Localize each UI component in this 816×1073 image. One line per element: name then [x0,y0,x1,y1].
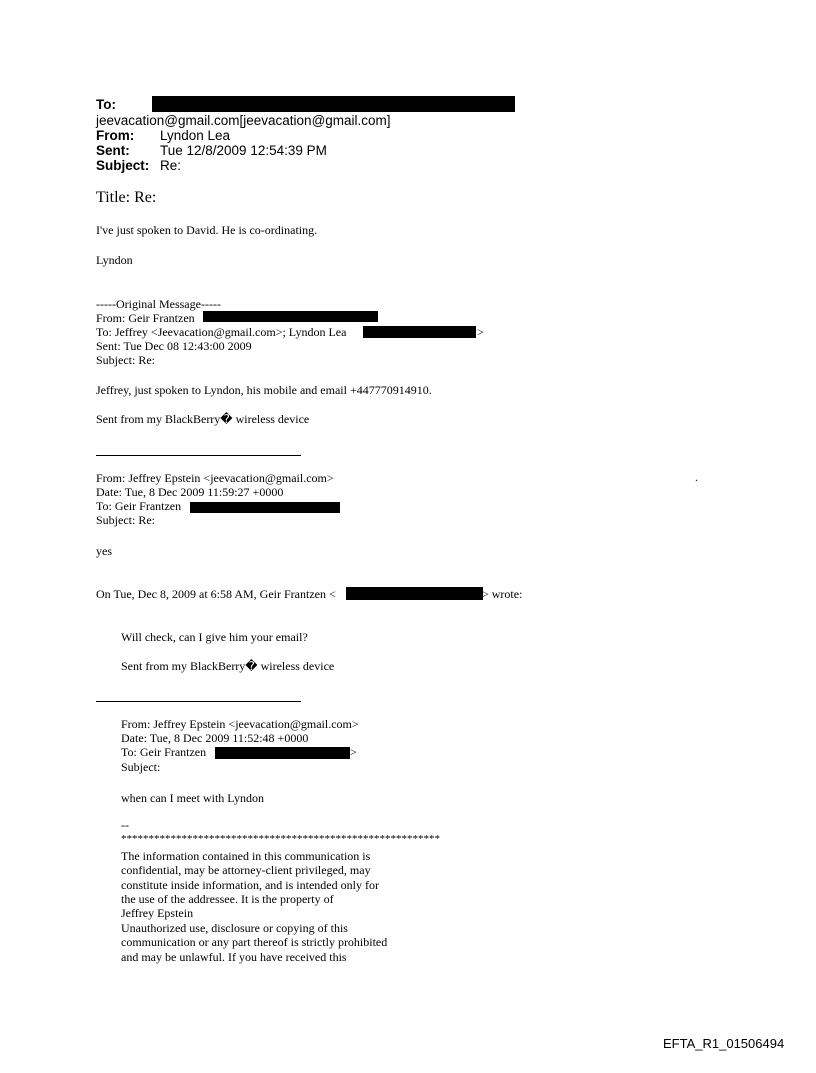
msg3-body: when can I meet with Lyndon [121,791,264,805]
msg3-subject: Subject: [121,760,161,774]
page-identifier: EFTA_R1_01506494 [663,1036,785,1051]
reply-line: I've just spoken to David. He is co-ordinating. [96,223,318,237]
original-from: From: Geir Frantzen [96,311,195,325]
msg2-to: To: Geir Frantzen [96,499,182,513]
redaction-bar [190,502,340,513]
quote1-footer: Sent from my BlackBerry� wireless device [121,659,335,673]
disclaimer-line: communication or any part thereof is strictly prohibited [121,935,388,949]
disclaimer-line: and may be unlawful. If you have received this [121,950,347,964]
msg3-to: To: Geir Frantzen [121,745,207,759]
original-message-marker: -----Original Message----- [96,297,221,311]
msg2-subject: Subject: Re: [96,513,155,527]
to-address: jeevacation@gmail.com[jeevacation@gmail.com] [96,113,391,128]
sent-label: Sent: [96,143,130,158]
original-subject: Subject: Re: [96,353,155,367]
disclaimer-line: constitute inside information, and is intended only for [121,878,379,892]
redaction-bar [363,326,476,338]
stars-line: ********************************************************** [121,833,440,845]
msg2-body: yes [96,544,112,558]
reply-signature: Lyndon [96,253,133,267]
quote1-body: Will check, can I give him your email? [121,630,308,644]
original-to-suffix: > [477,325,484,339]
quote1-intro: On Tue, Dec 8, 2009 at 6:58 AM, Geir Frantzen < [96,587,336,601]
msg3-from: From: Jeffrey Epstein <jeevacation@gmail.com> [121,717,359,731]
disclaimer-line: The information contained in this communication is [121,849,371,863]
disclaimer-line: Jeffrey Epstein [121,906,194,920]
msg2-date: Date: Tue, 8 Dec 2009 11:59:27 +0000 [96,485,284,499]
redaction-bar [152,96,515,112]
subject-label: Subject: [96,158,150,173]
msg3-date: Date: Tue, 8 Dec 2009 11:52:48 +0000 [121,731,309,745]
disclaimer-line: the use of the addressee. It is the property of [121,892,334,906]
subject-value: Re: [160,158,182,173]
from-label: From: [96,128,135,143]
redaction-bar [203,311,378,322]
separator-line [96,455,301,456]
msg3-to-suffix: > [350,745,357,759]
stray-dot: . [695,470,698,484]
from-value: Lyndon Lea [160,128,231,143]
to-label: To: [96,97,116,112]
msg2-from: From: Jeffrey Epstein <jeevacation@gmail.com> [96,471,334,485]
document-title: Title: Re: [96,189,157,206]
redaction-bar [215,747,350,759]
signature-dash: -- [121,818,129,832]
original-to: To: Jeffrey <Jeevacation@gmail.com>; Lyndon Lea [96,325,347,339]
original-body: Jeffrey, just spoken to Lyndon, his mobile and email +447770914910. [96,383,432,397]
original-footer: Sent from my BlackBerry� wireless device [96,412,310,426]
original-sent: Sent: Tue Dec 08 12:43:00 2009 [96,339,252,353]
disclaimer-line: confidential, may be attorney-client privileged, may [121,863,371,877]
disclaimer-line: Unauthorized use, disclosure or copying of this [121,921,348,935]
redaction-bar [346,587,483,600]
sent-value: Tue 12/8/2009 12:54:39 PM [160,143,327,158]
separator-line [96,701,301,702]
quote1-intro-suffix: > wrote: [482,587,523,601]
